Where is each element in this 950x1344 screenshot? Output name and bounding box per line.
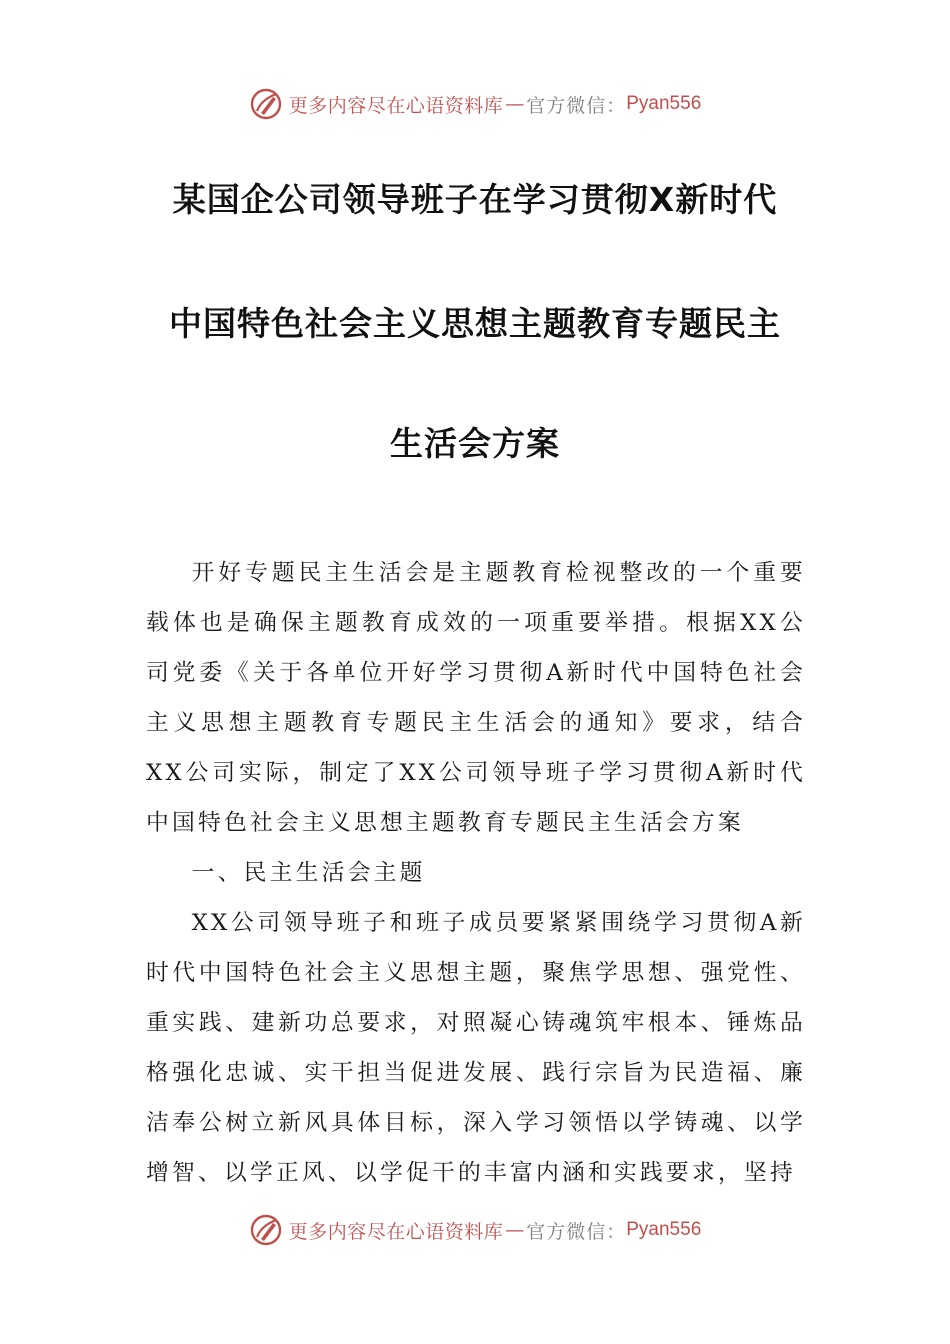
- header-watermark: [0, 84, 950, 124]
- paragraph-intro: 开好专题民主生活会是主题教育检视整改的一个重要载体也是确保主题教育成效的一项重要举措。根据XX公司党委《关于各单位开好学习贯彻A新时代中国特色社会主义思想主题教育专题民主生活会的通知》要求，结合XX公司实际，制定了XX公司领导班子学习贯彻A新时代中国特色社会主义思想主题教育专题民主生活会方案: [146, 560, 806, 836]
- watermark-brand: 更多内容尽在心语资料库: [288, 1220, 504, 1243]
- pen-logo-icon: [249, 87, 283, 121]
- watermark-brand: 更多内容尽在心语资料库: [288, 94, 504, 117]
- section-heading-1: 一、民主生活会主题: [191, 860, 426, 886]
- document-title-line-2: 中国特色社会主义思想主题教育专题民主: [169, 304, 781, 343]
- watermark-dash: —: [505, 1219, 525, 1241]
- footer-watermark: [0, 1210, 950, 1250]
- document-title-line-1: 某国企公司领导班子在学习贯彻X新时代: [172, 180, 778, 219]
- watermark-wechat-id: Pyan556: [626, 93, 702, 114]
- watermark-dash: —: [505, 93, 525, 115]
- watermark-label: 官方微信：: [526, 1220, 627, 1243]
- paragraph-theme: XX公司领导班子和班子成员要紧紧围绕学习贯彻A新时代中国特色社会主义思想主题，聚焦学思想、强党性、重实践、建新功总要求，对照凝心铸魂筑牢根本、锤炼品格强化忠诚、实干担当促进发展、践行宗旨为民造福、廉洁奉公树立新风具体目标，深入学习领悟以学铸魂、以学增智、以学正风、以学促干的丰富内涵和实践要求，坚持: [146, 910, 806, 1186]
- document-title-line-3: 生活会方案: [390, 424, 560, 463]
- document-body: [146, 548, 806, 1198]
- pen-logo-icon: [249, 1213, 283, 1247]
- watermark-label: 官方微信：: [526, 94, 627, 117]
- watermark-wechat-id: Pyan556: [626, 1219, 702, 1240]
